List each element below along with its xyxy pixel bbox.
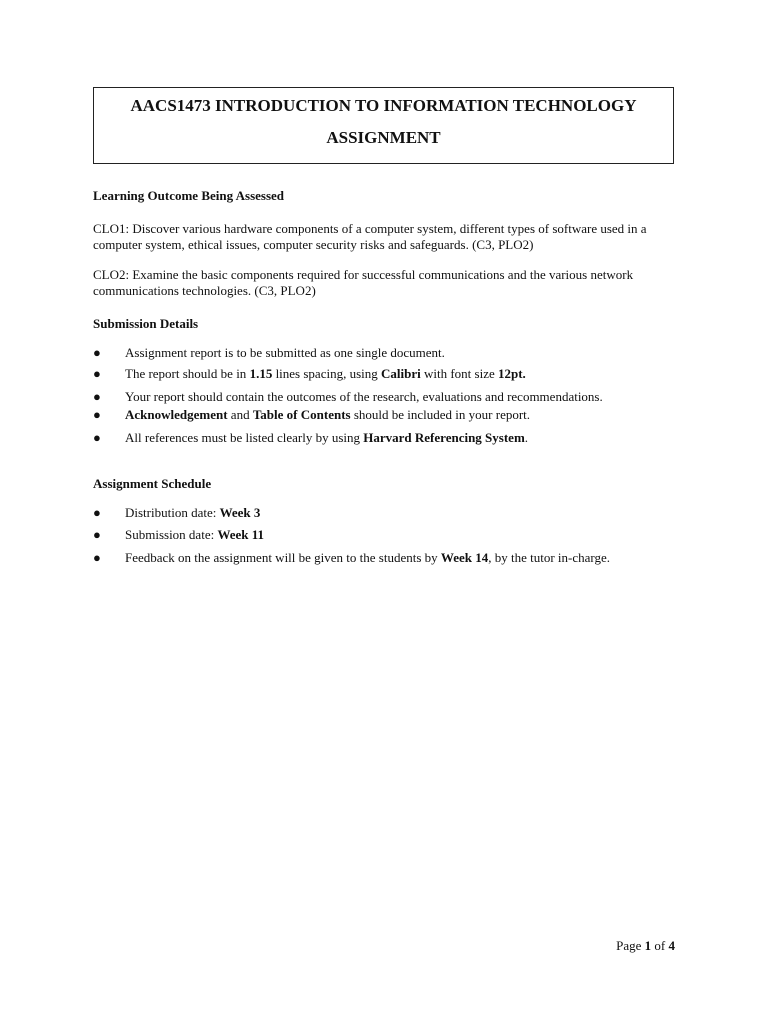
submission-item-text: Assignment report is to be submitted as one single document. bbox=[125, 345, 445, 360]
submission-item-text: The report should be in 1.15 lines spacing, using Calibri with font size 12pt. bbox=[125, 366, 526, 381]
document-subtitle: ASSIGNMENT bbox=[326, 128, 441, 147]
schedule-item-text: Submission date: Week 11 bbox=[125, 527, 265, 542]
learning-outcome-heading: Learning Outcome Being Assessed bbox=[93, 188, 285, 203]
submission-item-text: Acknowledgement and Table of Contents should be included in your report. bbox=[125, 407, 531, 422]
schedule-item-text: Distribution date: Week 3 bbox=[125, 505, 261, 520]
assignment-schedule-heading: Assignment Schedule bbox=[93, 476, 212, 491]
clo2-paragraph: CLO2: Examine the basic components required for successful communications and the various network communications technologies. (C3, PLO2) bbox=[93, 267, 634, 298]
bullet-icon: ● bbox=[93, 345, 101, 360]
bullet-icon: ● bbox=[93, 366, 101, 381]
bullet-icon: ● bbox=[93, 505, 101, 520]
bullet-icon: ● bbox=[93, 430, 101, 445]
document-title: AACS1473 INTRODUCTION TO INFORMATION TECHNOLOGY bbox=[130, 96, 637, 115]
schedule-item-text: Feedback on the assignment will be given to the students by Week 14, by the tutor in-charge. bbox=[125, 550, 611, 565]
submission-details-heading: Submission Details bbox=[93, 316, 199, 331]
submission-item-text: Your report should contain the outcomes of the research, evaluations and recommendations. bbox=[125, 389, 603, 404]
page-number: Page 1 of 4 bbox=[616, 938, 675, 953]
bullet-icon: ● bbox=[93, 527, 101, 542]
bullet-icon: ● bbox=[93, 407, 101, 422]
bullet-icon: ● bbox=[93, 389, 101, 404]
submission-item-text: All references must be listed clearly by using Harvard Referencing System. bbox=[125, 430, 529, 445]
clo1-paragraph: CLO1: Discover various hardware components of a computer system, different types of software used in a computer system, ethical issues, computer security risks and safeguards. (C3, PLO2) bbox=[93, 221, 647, 252]
title-box bbox=[93, 87, 674, 164]
bullet-icon: ● bbox=[93, 550, 101, 565]
